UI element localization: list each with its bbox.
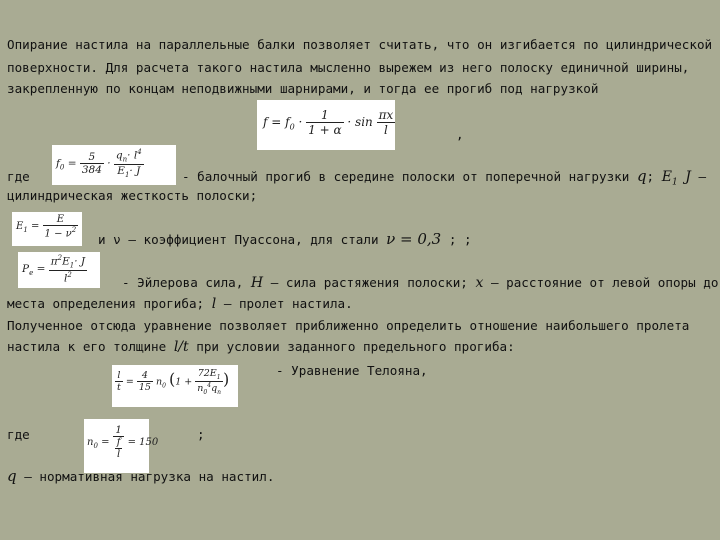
formula-e1: $E_1$ = $\frac{E}{1 - \nu^2}$: [16, 214, 77, 240]
where1-line2: цилиндрическая жесткость полоски;: [7, 188, 258, 203]
formula-f0: $f_0$ = $\frac{5}{384}$ · $\frac{q_n\cdot l^4}{E_1\cdot J}$: [56, 148, 142, 179]
last-line: q – нормативная нагрузка на настил.: [7, 467, 275, 485]
paragraph2-line1: Полученное отсюда уравнение позволяет приближенно определить отношение наибольшего пролета: [7, 318, 690, 333]
euler-line2: места определения прогиба; l – пролет настила.: [7, 296, 353, 312]
paragraph1-line2: поверхности. Для расчета такого настила мысленно вырежем из него полоску единичной ширины,: [7, 60, 690, 75]
where2-label: где: [7, 427, 30, 442]
formula-n0: $n_0$ = $\frac{1}{\frac{f}{l}}$ = 150: [87, 425, 159, 460]
where2-tail: ;: [197, 427, 205, 442]
formula-telojan: $\frac{l}{t}$ = $\frac{4}{15}$ $n_0$ (1 + $\frac{72E_1}{n_0^4q_n}$ ): [117, 368, 230, 396]
formula-telojan-box: [112, 365, 238, 407]
where1-label: где: [7, 169, 30, 184]
telojan-label: - Уравнение Телояна,: [276, 363, 428, 378]
paragraph2-line2: настила к его толщине l/t при условии заданного предельного прогиба:: [7, 339, 515, 355]
paragraph1-line1: Опирание настила на параллельные балки позволяет считать, что он изгибается по цилиндрической: [7, 37, 713, 52]
poisson-line: и ν – коэффициент Пуассона, для стали ν = 0,3 ; ;: [98, 230, 472, 248]
euler-line1: - Эйлерова сила, H – сила растяжения полоски; x – расстояние от левой опоры до: [122, 275, 719, 291]
where1-desc: - балочный прогиб в середине полоски от поперечной нагрузки q; $E_1$ J –: [182, 167, 707, 188]
formula-f0-box: [52, 145, 176, 185]
formula-e1-box: [12, 212, 82, 246]
formula-main-comma: ,: [456, 127, 464, 142]
formula-main-box: [257, 100, 395, 150]
formula-pe-box: [18, 252, 100, 288]
formula-pe: $P_e$ = $\frac{\pi^2E_1\cdot J}{l^2}$: [22, 254, 86, 285]
formula-main: $f = f_0$ · $\frac{1}{1 + \alpha}$ · sin $\frac{\pi x}{l}$: [263, 108, 394, 137]
formula-n0-box: [84, 419, 159, 473]
paragraph1-line3: закрепленную по концам неподвижными шарнирами, и тогда ее прогиб под нагрузкой: [7, 81, 599, 96]
